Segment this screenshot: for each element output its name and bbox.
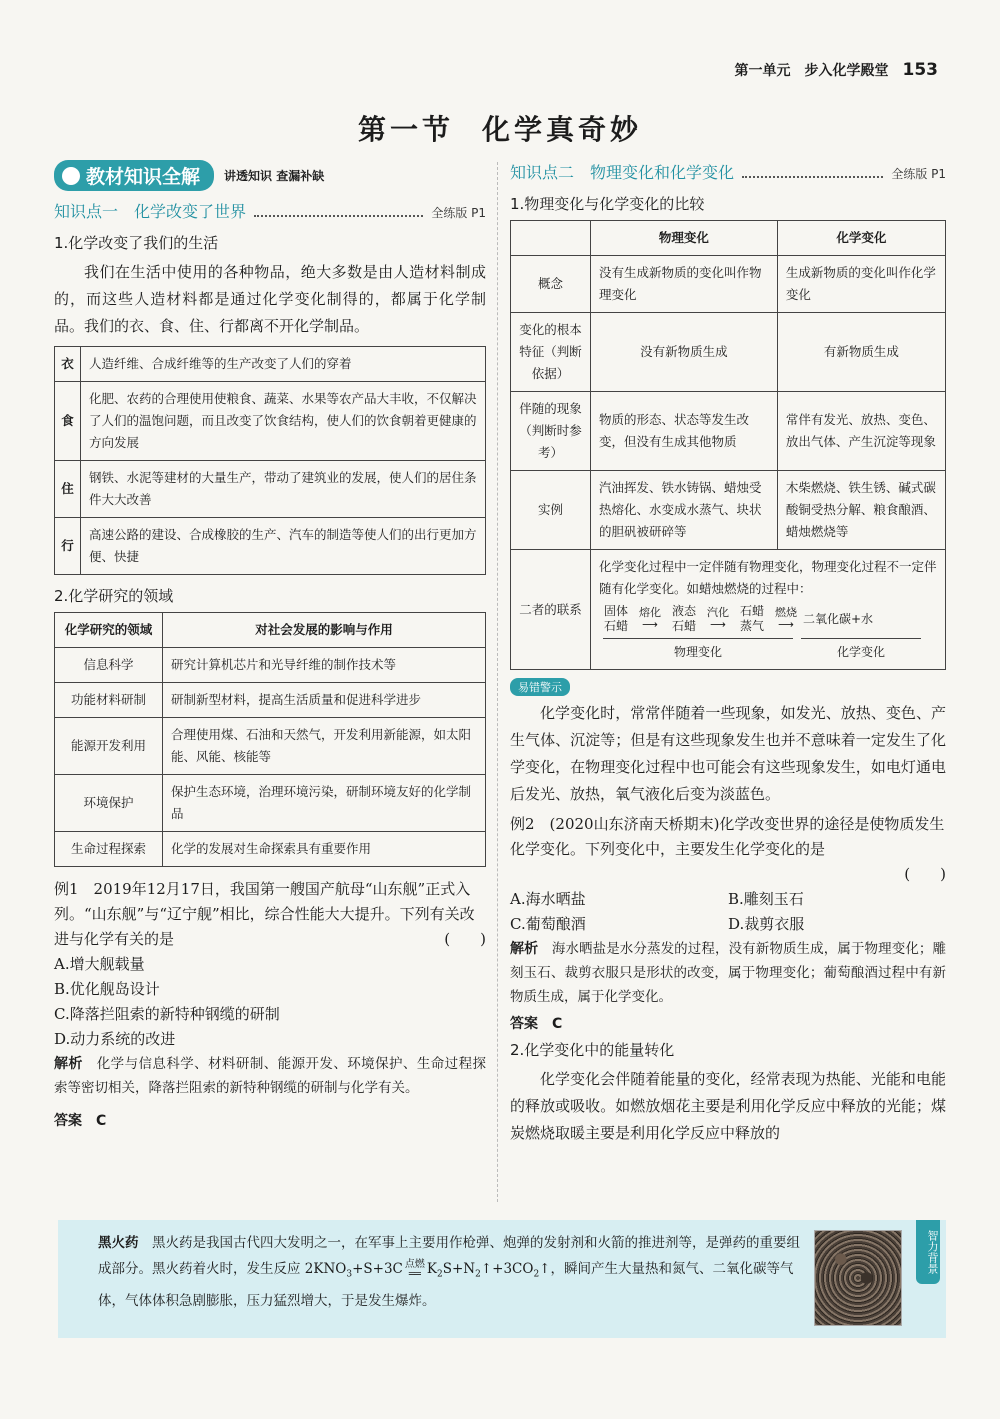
chemical-cell: 生成新物质的变化叫作化学变化 — [777, 256, 945, 313]
answer-label: 答案 — [510, 1016, 538, 1032]
analysis-label: 解析 — [54, 1056, 83, 1072]
kp2-reference: 全练版 P1 — [891, 167, 946, 181]
kp1-heading-1: 1.化学改变了我们的生活 — [54, 234, 219, 252]
chemical-cell: 有新物质生成 — [777, 313, 945, 392]
option: C.葡萄酿酒 — [510, 915, 586, 933]
chain-state: 液态石蜡 — [671, 604, 696, 633]
section-number: 第一节 — [357, 113, 454, 146]
kp2-name: 物理变化和化学变化 — [590, 163, 735, 182]
knowledge-point-2 — [510, 160, 946, 183]
row-key: 食 — [55, 382, 81, 461]
column-header: 物理变化 — [591, 221, 778, 256]
arrow-label: 熔化 — [639, 606, 661, 619]
example-2-options — [510, 887, 946, 937]
row-key: 住 — [55, 461, 81, 518]
option: C.降落拦阻索的新特种钢缆的研制 — [54, 1005, 280, 1023]
page-title — [0, 108, 1000, 148]
arrow-icon: ⟶ — [778, 618, 794, 631]
row-key: 伴随的现象（判断时参考） — [511, 392, 591, 471]
section-banner — [54, 160, 486, 191]
table-row — [511, 550, 946, 670]
warning-text: 化学变化时，常常伴随着一些现象，如发光、放热、变色、产生气体、沉淀等；但是有这些现象发生也并不意味着一定发生了化学变化，在物理变化过程中也可能会有这些现象发生，如电灯通电后发光、放热，氧气液化后变为淡蓝色。 — [510, 704, 946, 803]
warning-label: 易错警示 — [510, 678, 570, 696]
column-divider — [497, 162, 498, 1202]
banner-subtitle: 讲透知识 查漏补缺 — [224, 169, 325, 183]
kp1-heading-2: 2.化学研究的领域 — [54, 587, 174, 605]
dot-leader — [254, 215, 423, 217]
dot-leader — [742, 176, 883, 178]
chain-state: 石蜡蒸气 — [739, 604, 764, 633]
megaphone-icon — [62, 167, 80, 185]
option: D.裁剪衣服 — [728, 915, 805, 933]
chain-arrow — [639, 607, 661, 631]
answer-value: C — [96, 1113, 107, 1129]
kp1-paragraph: 我们在生活中使用的各种物品，绝大多数是由人造材料制成的，而这些人造材料都是通过化学变化制得的，都属于化学制品。我们的衣、食、住、行都离不开化学制品。 — [54, 263, 486, 335]
row-value: 高速公路的建设、合成橡胶的生产、汽车的制造等使人们的出行更加方便、快捷 — [81, 518, 486, 575]
eq-part: 2KNO — [304, 1261, 347, 1277]
chain-arrow — [707, 607, 729, 631]
table-row — [55, 347, 486, 382]
eq-part: K — [426, 1261, 437, 1277]
page-number: 153 — [902, 60, 938, 80]
option: A.海水晒盐 — [510, 890, 586, 908]
eq-part: ↑+3CO — [480, 1261, 534, 1277]
row-key: 功能材料研制 — [55, 683, 163, 718]
physical-cell: 汽油挥发、铁水铸锅、蜡烛受热熔化、水变成水蒸气、块状的胆矾被研碎等 — [591, 471, 778, 550]
comparison-table — [510, 220, 946, 670]
chain-state: 二氧化碳+水 — [803, 611, 874, 626]
chemical-cell: 木柴燃烧、铁生锈、碱式碳酸铜受热分解、粮食酿酒、蜡烛燃烧等 — [777, 471, 945, 550]
table-row — [55, 382, 486, 461]
table-row — [55, 518, 486, 575]
row-value: 研制新型材料，提高生活质量和促进科学进步 — [163, 683, 486, 718]
example-1-answer — [54, 1110, 486, 1130]
daily-life-table — [54, 346, 486, 575]
reaction-equation: $2KNO_3+S+3C$ 点燃 ══ $K_2S+N_2↑+3CO_2↑$ — [304, 1258, 551, 1280]
chain-state: 固体石蜡 — [603, 604, 628, 633]
kp2-heading-1: 1.物理变化与化学变化的比较 — [510, 195, 705, 213]
table-header-row — [55, 613, 486, 648]
section-name: 化学真奇妙 — [482, 113, 643, 146]
column-header: 化学变化 — [777, 221, 945, 256]
analysis-label: 解析 — [510, 941, 539, 957]
example-2-stem: 例2 (2020山东济南天桥期末)化学改变世界的途径是使物质发生化学变化。下列变化中，主要发生化学变化的是 — [510, 815, 945, 858]
background-tag: 智力背景 — [916, 1220, 940, 1284]
option: B.雕刻玉石 — [728, 890, 804, 908]
kp2-title — [510, 160, 734, 183]
row-key: 能源开发利用 — [55, 718, 163, 775]
table-row — [55, 832, 486, 867]
table-header-row — [511, 221, 946, 256]
column-header: 化学研究的领域 — [55, 613, 163, 648]
kp1-number: 知识点一 — [54, 202, 119, 221]
physical-cell: 没有生成新物质的变化叫作物理变化 — [591, 256, 778, 313]
answer-bracket: ( ) — [444, 930, 486, 948]
table-row — [511, 471, 946, 550]
physical-cell: 没有新物质生成 — [591, 313, 778, 392]
column-header — [511, 221, 591, 256]
column-header: 对社会发展的影响与作用 — [163, 613, 486, 648]
option: B.优化舰岛设计 — [54, 980, 160, 998]
eq-condition: 点燃 ══ — [404, 1258, 425, 1280]
physical-cell: 物质的形态、状态等发生改变，但没有生成其他物质 — [591, 392, 778, 471]
example-1 — [54, 877, 486, 1052]
arrow-label: 汽化 — [707, 606, 729, 619]
arrow-icon: ⟶ — [642, 618, 658, 631]
table-row — [55, 648, 486, 683]
eq-part: +S+3C — [352, 1261, 403, 1277]
kp2-number: 知识点二 — [510, 163, 575, 182]
table-row — [55, 683, 486, 718]
answer-label: 答案 — [54, 1113, 82, 1129]
example-2-answer — [510, 1013, 946, 1033]
knowledge-point-1 — [54, 199, 486, 222]
table-row — [55, 718, 486, 775]
row-key: 概念 — [511, 256, 591, 313]
condition-label: 点燃 — [404, 1258, 425, 1270]
row-key: 变化的根本特征（判断依据） — [511, 313, 591, 392]
row-key: 二者的联系 — [511, 550, 591, 670]
example-1-analysis — [54, 1052, 486, 1100]
row-key: 生命过程探索 — [55, 832, 163, 867]
table-row — [511, 392, 946, 471]
row-value: 合理使用煤、石油和天然气，开发利用新能源，如太阳能、风能、核能等 — [163, 718, 486, 775]
answer-value: C — [552, 1016, 563, 1032]
intro-text: 黑火药是我国古代四大发明之一，在军事上主要用作枪弹、炮弹的发射剂和火箭的推进剂等，是弹药的重要组成部分。黑火药着火时，发生反应 — [98, 1235, 800, 1277]
arrow-icon: ⟶ — [710, 618, 726, 631]
analysis-text: 化学与信息科学、材料研制、能源开发、环境保护、生命过程探索等密切相关，降落拦阻索的新特种钢缆的研制与化学有关。 — [54, 1056, 487, 1096]
background-box — [58, 1220, 946, 1338]
outro-text: ，瞬间产生大量热和氮气、二氧化碳等气体，气体体积急剧膨胀，压力猛烈增大，于是发生爆炸。 — [98, 1261, 794, 1309]
candle-chain — [599, 604, 937, 634]
example-2-analysis — [510, 937, 946, 1009]
kp1-title — [54, 199, 246, 222]
chemical-cell: 常伴有发光、放热、变色、放出气体、产生沉淀等现象 — [777, 392, 945, 471]
table-row — [511, 313, 946, 392]
option: D.动力系统的改进 — [54, 1030, 176, 1048]
row-key: 信息科学 — [55, 648, 163, 683]
relation-text: 化学变化过程中一定伴随有物理变化，物理变化过程不一定伴随有化学变化。如蜡烛燃烧的过程中： — [599, 559, 937, 596]
gunpowder-photo — [814, 1230, 902, 1326]
background-text — [58, 1220, 814, 1338]
example-2 — [510, 812, 946, 937]
row-value: 化学的发展对生命探索具有重要作用 — [163, 832, 486, 867]
kp2-paragraph: 化学变化会伴随着能量的变化，经常表现为热能、光能和电能的释放或吸收。如燃放烟花主要是利用化学反应中释放的光能；煤炭燃烧取暖主要是利用化学反应中释放的 — [510, 1070, 946, 1142]
term-label: 黑火药 — [98, 1235, 139, 1251]
row-value: 保护生态环境，治理环境污染，研制环境友好的化学制品 — [163, 775, 486, 832]
research-fields-table — [54, 612, 486, 867]
row-key: 行 — [55, 518, 81, 575]
row-value: 研究计算机芯片和光导纤维的制作技术等 — [163, 648, 486, 683]
topic-label: 步入化学殿堂 — [804, 63, 889, 79]
chemical-brace: 化学变化 — [801, 638, 921, 663]
kp1-name: 化学改变了世界 — [134, 202, 247, 221]
eq-part: ↑ — [539, 1261, 551, 1277]
left-column — [54, 160, 486, 1130]
banner-pill — [54, 160, 214, 191]
arrow-label: 燃烧 — [775, 606, 797, 619]
eq-part: S+N — [442, 1261, 476, 1277]
chain-arrow — [775, 607, 797, 631]
row-key: 实例 — [511, 471, 591, 550]
relation-cell — [591, 550, 946, 670]
table-row — [511, 256, 946, 313]
row-key: 衣 — [55, 347, 81, 382]
option: A.增大舰载量 — [54, 955, 145, 973]
row-key: 环境保护 — [55, 775, 163, 832]
page-header — [735, 60, 939, 80]
row-value: 钢铁、水泥等建材的大量生产，带动了建筑业的发展，使人们的居住条件大大改善 — [81, 461, 486, 518]
row-value: 化肥、农药的合理使用使粮食、蔬菜、水果等农产品大丰收，不仅解决了人们的温饱问题，而且改变了饮食结构，使人们的饮食朝着更健康的方向发展 — [81, 382, 486, 461]
table-row — [55, 461, 486, 518]
banner-label: 教材知识全解 — [86, 166, 201, 188]
table-row — [55, 775, 486, 832]
kp2-heading-2: 2.化学变化中的能量转化 — [510, 1041, 675, 1059]
change-braces — [599, 638, 937, 663]
kp1-reference: 全练版 P1 — [431, 206, 486, 220]
unit-label: 第一单元 — [734, 63, 791, 79]
physical-brace: 物理变化 — [603, 638, 793, 663]
row-value: 人造纤维、合成纤维等的生产改变了人们的穿着 — [81, 347, 486, 382]
answer-bracket: ( ) — [904, 865, 946, 883]
example-1-text: 例1 2019年12月17日，我国第一艘国产航母“山东舰”正式入列。“山东舰”与“辽宁舰”相比，综合性能大大提升。下列有关改进与化学有关的是 — [54, 880, 475, 948]
example-1-stem — [54, 877, 486, 952]
right-column — [510, 160, 946, 1147]
analysis-text: 海水晒盐是水分蒸发的过程，没有新物质生成，属于物理变化；雕刻玉石、裁剪衣服只是形状的改变，属于物理变化；葡萄酿酒过程中有新物质生成，属于化学变化。 — [510, 941, 947, 1005]
